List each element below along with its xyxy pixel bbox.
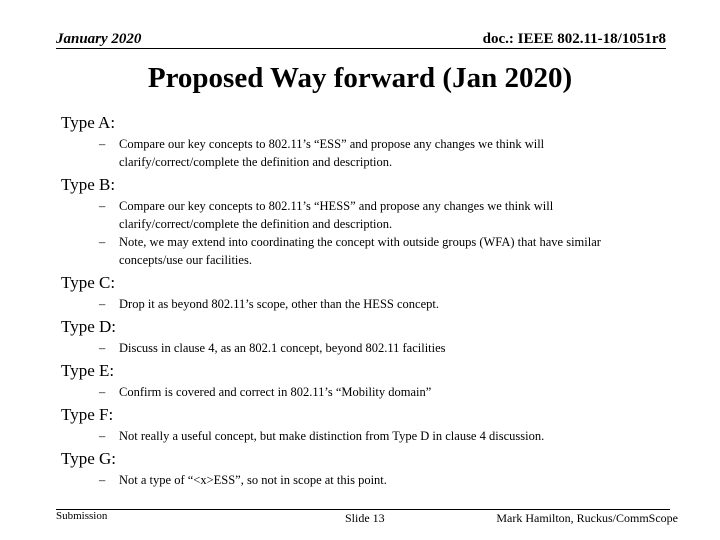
slide-content	[61, 113, 661, 493]
bullet-item	[61, 135, 619, 171]
section-type-e	[61, 361, 661, 401]
section-label: Type A:	[61, 113, 116, 132]
dash-bullet-icon: –	[99, 297, 106, 311]
bullet-list	[61, 135, 661, 171]
section-label: Type C:	[61, 273, 116, 292]
dash-bullet-icon: –	[99, 385, 106, 399]
bullet-item	[61, 197, 619, 233]
bullet-item	[61, 339, 619, 357]
bullet-list	[61, 427, 661, 445]
footer-slide-number: Slide 13	[345, 511, 385, 525]
bullet-text: Confirm is covered and correct in 802.11’s “Mobility domain”	[119, 385, 432, 399]
section-type-g	[61, 449, 661, 489]
slide-title: Proposed Way forward (Jan 2020)	[147, 62, 573, 94]
section-type-d	[61, 317, 661, 357]
section-type-a	[61, 113, 661, 171]
section-label: Type F:	[61, 405, 114, 424]
dash-bullet-icon: –	[99, 341, 106, 355]
bullet-text: Compare our key concepts to 802.11’s “HESS” and propose any changes we think will clarify/correct/complete the definition and description.	[119, 199, 554, 231]
dash-bullet-icon: –	[99, 235, 106, 249]
footer-divider	[56, 509, 670, 510]
dash-bullet-icon: –	[99, 473, 106, 487]
bullet-text: Not a type of “<x>ESS”, so not in scope at this point.	[119, 473, 387, 487]
bullet-item	[61, 233, 619, 269]
footer-submission: Submission	[56, 510, 108, 522]
bullet-text: Compare our key concepts to 802.11’s “ESS” and propose any changes we think will clarify/correct/complete the definition and description.	[119, 137, 545, 169]
section-type-b	[61, 175, 661, 269]
bullet-item	[61, 383, 619, 401]
dash-bullet-icon: –	[99, 137, 106, 151]
bullet-list	[61, 339, 661, 357]
bullet-list	[61, 471, 661, 489]
bullet-item	[61, 427, 619, 445]
bullet-text: Not really a useful concept, but make distinction from Type D in clause 4 discussion.	[119, 429, 545, 443]
section-type-c	[61, 273, 661, 313]
bullet-text: Drop it as beyond 802.11’s scope, other than the HESS concept.	[119, 297, 439, 311]
bullet-item	[61, 471, 619, 489]
header-divider	[56, 48, 666, 49]
bullet-list	[61, 383, 661, 401]
header-date: January 2020	[56, 31, 142, 47]
section-label: Type E:	[61, 361, 115, 380]
dash-bullet-icon: –	[99, 199, 106, 213]
bullet-text: Discuss in clause 4, as an 802.1 concept, beyond 802.11 facilities	[119, 341, 446, 355]
dash-bullet-icon: –	[99, 429, 106, 443]
section-label: Type D:	[61, 317, 116, 336]
section-label: Type G:	[61, 449, 116, 468]
bullet-text: Note, we may extend into coordinating the concept with outside groups (WFA) that have similar concepts/use our facilities.	[119, 235, 601, 267]
section-label: Type B:	[61, 175, 116, 194]
bullet-list	[61, 295, 661, 313]
footer-author: Mark Hamilton, Ruckus/CommScope	[496, 511, 678, 525]
bullet-item	[61, 295, 619, 313]
bullet-list	[61, 197, 661, 269]
header-doc-id: doc.: IEEE 802.11-18/1051r8	[482, 31, 666, 47]
section-type-f	[61, 405, 661, 445]
